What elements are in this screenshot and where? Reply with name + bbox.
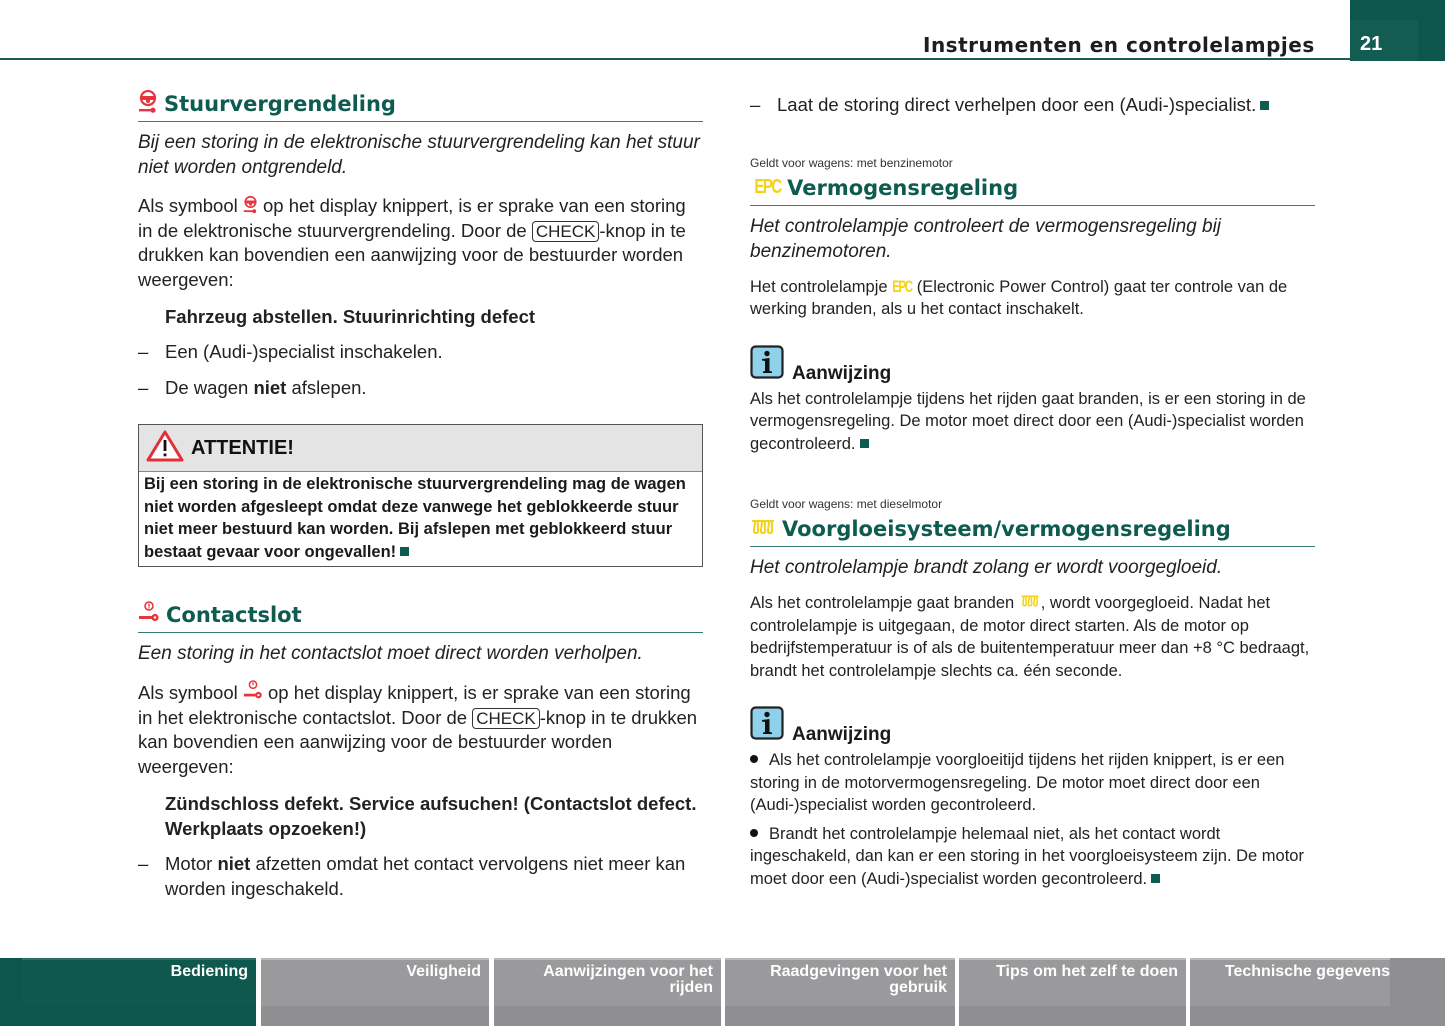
body-text-post: (Electronic Power Control) gaat ter controle van de werking branden, als u het contact inschakelt. [750, 277, 1288, 318]
warning-triangle-icon [145, 429, 185, 468]
dash: – [750, 94, 761, 115]
page-tab-inner [1350, 20, 1418, 61]
header-rule [0, 58, 1350, 60]
note-header [750, 345, 1315, 384]
check-key-label: CHECK [472, 708, 540, 729]
step-text [165, 376, 367, 401]
bullet-text: Als het controlelampje voorgloeitijd tijdens het rijden knippert, is er een storing in de motorvermogensregeling. De motor moet direct door een (Audi-)specialist worden gecontroleerd. [750, 751, 1285, 814]
note-glow [750, 706, 1315, 890]
warning-text [139, 472, 702, 566]
heading-text: Vermogensregeling [787, 175, 1019, 200]
intro-text: Het controlelampje brandt zolang er wordt voorgegloeid. [750, 557, 1223, 578]
step-item [138, 852, 703, 901]
step-item [138, 340, 703, 365]
page-number: 21 [1360, 33, 1383, 55]
body-paragraph [750, 592, 1315, 682]
body-text-pre: Als symbool [138, 195, 238, 216]
step-text [777, 93, 1269, 118]
step-text-post: afslepen. [286, 376, 367, 398]
tab-label: Technische gegevens [1224, 963, 1390, 980]
note-bullet [750, 823, 1315, 891]
note-title: Aanwijzing [792, 362, 892, 384]
warning-box [138, 424, 703, 567]
bullet-icon [750, 829, 758, 837]
body-text-pre: Als het controlelampje gaat branden [750, 594, 1015, 612]
dash: – [138, 376, 149, 398]
heading-text: Voorgloeisysteem/vermogensregeling [782, 517, 1231, 541]
body-text-post: -knop in te drukken kan bovendien een aanwijzing voor de bestuurder worden weergeven: [138, 219, 686, 290]
chapter-tabs [0, 958, 1445, 1026]
chapter-title: Instrumenten en controlelampjes [923, 33, 1315, 57]
body-paragraph [750, 276, 1315, 321]
section-heading-ignition-lock [138, 599, 703, 633]
tab-label: Aanwijzingen voor het rijden [543, 963, 713, 996]
end-mark [400, 547, 409, 556]
bullet-text: Brandt het controlelampje helemaal niet, als het contact wordt ingeschakeld, dan kan er een storing in het voorgloeisysteem zijn. De motor moet door een (Audi-)specialist worden gecontroleerd. [750, 824, 1304, 888]
step-item [138, 376, 703, 401]
heading-text: Contactslot [166, 603, 302, 627]
warning-title: ATTENTIE! [191, 436, 294, 459]
ignition-key-warning-icon [243, 682, 263, 703]
end-mark [1151, 874, 1160, 883]
heading-text: Stuurvergrendeling [164, 92, 396, 116]
tab-label: Veiligheid [406, 963, 481, 980]
dash: – [138, 853, 149, 874]
intro-text: Bij een storing in de elektronische stuurvergrendeling kan het stuur niet worden ontgrendeld. [138, 132, 700, 178]
step-text-bold: niet [253, 376, 287, 398]
left-column [138, 88, 703, 901]
end-mark [1260, 101, 1269, 110]
section-steering-lock [138, 88, 703, 400]
bullet-icon [750, 755, 758, 763]
display-message: Fahrzeug abstellen. Stuurinrichting defect [165, 306, 536, 327]
tab-bediening[interactable] [0, 958, 256, 1026]
step-text-bold: niet [217, 853, 251, 874]
dash: – [138, 341, 149, 362]
body-text-pre: Het controlelampje [750, 277, 888, 296]
continuation-step [750, 93, 1315, 118]
body-paragraph [138, 680, 703, 779]
display-message: Zündschloss defekt. Service aufsuchen! (Contactslot defect. Werkplaats opzoeken!) [165, 793, 697, 839]
tab-raadgevingen-gebruik[interactable] [725, 958, 955, 1026]
epc-indicator-icon: EPC [892, 277, 912, 296]
tab-tips-zelf-doen[interactable] [959, 958, 1186, 1026]
step-text: Een (Audi-)specialist inschakelen. [165, 341, 443, 362]
note-epc [750, 345, 1315, 456]
warning-header [139, 425, 702, 472]
info-icon [750, 706, 784, 745]
body-text-pre: Als symbool [138, 682, 238, 703]
steering-lock-warning-icon [243, 195, 258, 216]
epc-indicator-icon: EPC [754, 176, 781, 198]
warning-text-content: Bij een storing in de elektronische stuurvergrendeling mag de wagen niet worden afgesleept omdat deze vanwege het geblokkeerde stuur niet meer bestuurd kan worden. Bij afslepen met geblokkeerd stuur bestaat gevaar voor ongevallen! [144, 475, 686, 561]
body-text-mid: op het display knippert, is er sprake van een storing in de elektronische stuurvergrendeling. Door de [138, 195, 686, 241]
check-key-label: CHECK [532, 221, 600, 242]
tab-label: Tips om het zelf te doen [996, 963, 1178, 980]
intro-text: Het controlelampje controleert de vermogensregeling bij benzinemotoren. [750, 215, 1222, 262]
section-ignition-lock [138, 599, 703, 901]
steering-lock-warning-icon [138, 90, 158, 119]
body-paragraph [138, 194, 703, 292]
tab-aanwijzingen-rijden[interactable] [494, 958, 721, 1026]
step-text-content: Laat de storing direct verhelpen door een (Audi-)specialist. [777, 94, 1257, 115]
note-header [750, 706, 1315, 745]
ignition-key-warning-icon [138, 601, 160, 630]
section-epc [750, 156, 1315, 456]
tab-technische-gegevens[interactable] [1190, 958, 1445, 1026]
info-icon [750, 345, 784, 384]
glow-plug-icon [750, 517, 776, 541]
section-heading-epc [750, 172, 1315, 206]
right-column [750, 88, 1315, 890]
step-text [165, 852, 703, 901]
step-text-pre: De wagen [165, 376, 254, 398]
intro-text: Een storing in het contactslot moet direct worden verholpen. [138, 643, 643, 664]
note-text [750, 388, 1315, 456]
section-glow [750, 497, 1315, 890]
applies-to-label: Geldt voor wagens: met benzinemotor [750, 155, 953, 170]
body-text-mid: op het display knippert, is er sprake van een storing in het elektronische contactslot. Door de [138, 682, 691, 728]
section-heading-glow [750, 513, 1315, 547]
end-mark [860, 439, 869, 448]
tab-label: Raadgevingen voor het gebruik [770, 963, 947, 996]
page-number-tab [1350, 0, 1445, 61]
glow-plug-icon [1019, 594, 1041, 612]
tab-label: Bediening [170, 963, 248, 980]
body-text-post: , wordt voorgegloeid. Nadat het controlelampje is uitgegaan, de motor direct starten. Als de motor op bedrijfstemperatuur is of als de buitentemperatuur meer dan +8 °C bedraagt, brandt het controlelampje slechts ca. één seconde. [750, 594, 1310, 680]
applies-to-label: Geldt voor wagens: met dieselmotor [750, 497, 943, 511]
note-bullet [750, 749, 1315, 817]
step-text-pre: Motor [165, 853, 218, 874]
section-heading-steering-lock [138, 88, 703, 122]
tab-veiligheid[interactable] [261, 958, 489, 1026]
note-text-content: Als het controlelampje tijdens het rijden gaat branden, is er een storing in de vermogensregeling. De motor moet direct door een (Audi-)specialist worden gecontroleerd. [750, 389, 1306, 453]
body-text-post: -knop in te drukken kan bovendien een aanwijzing voor de bestuurder worden weergeven: [138, 706, 698, 777]
note-title: Aanwijzing [792, 724, 892, 745]
step-text-post: afzetten omdat het contact vervolgens niet meer kan worden ingeschakeld. [165, 853, 686, 899]
